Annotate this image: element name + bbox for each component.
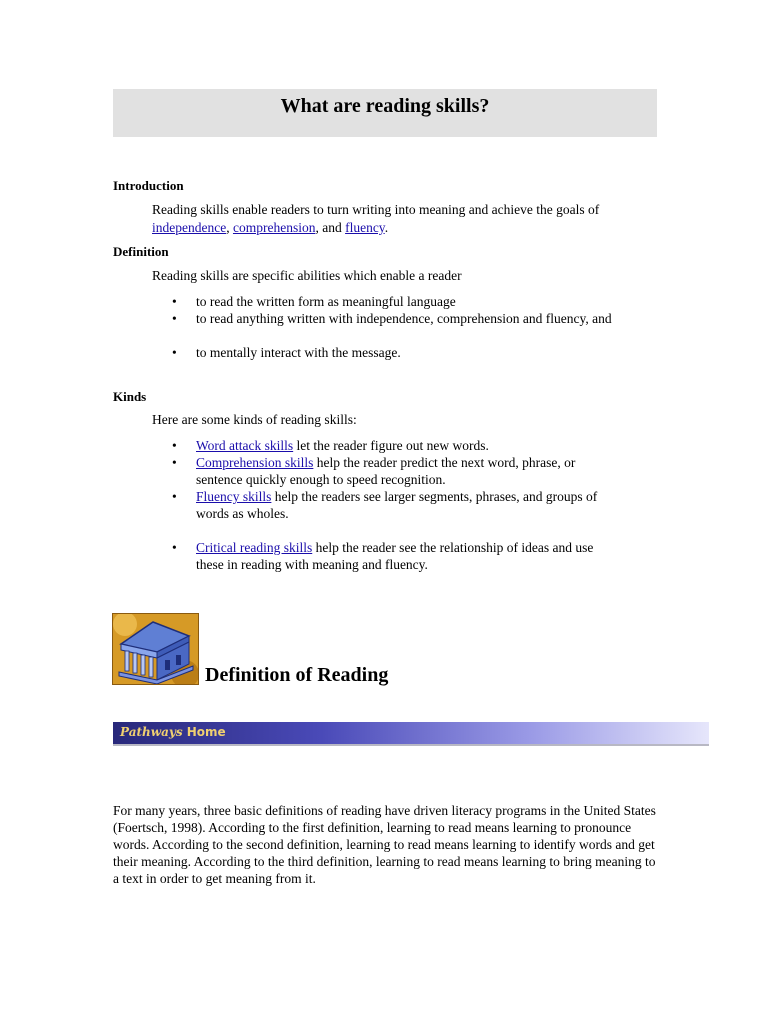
list-item (152, 310, 622, 327)
critical-reading-link[interactable]: Critical reading skills (196, 540, 313, 555)
reading-paragraph: For many years, three basic definitions of reading have driven literacy programs in the United States (Foertsch, 1998). According to the first definition, learning to read means learning to pronounce words. According to the second definition, learning to read means learning to identify words and get their meaning. According to the third definition, learning to read means learning to bring meaning to a text in order to get meaning from it. (113, 803, 656, 886)
period: . (384, 220, 389, 235)
comprehension-skills-link[interactable]: Comprehension skills (196, 455, 314, 470)
kinds-heading: Kinds (113, 389, 147, 404)
building-icon (112, 613, 199, 685)
kind-text: help the readers see larger segments, phrases, and groups of words as wholes. (196, 489, 598, 521)
kind-text: help the reader predict the next word, phrase, or sentence quickly enough to speed recognition. (196, 455, 576, 487)
comprehension-link[interactable]: comprehension (232, 220, 316, 235)
building-illustration (113, 614, 198, 684)
bullet-icon: • (172, 455, 177, 470)
bullet-icon: • (172, 438, 177, 453)
introduction-heading: Introduction (113, 178, 184, 193)
definition-heading: Definition (113, 244, 169, 259)
kind-text: help the reader see the relationship of ideas and use these in reading with meaning and fluency. (196, 540, 594, 572)
list-item (152, 437, 622, 454)
definition-list (152, 293, 622, 361)
bullet-icon: • (172, 489, 177, 504)
kind-text: let the reader figure out new words. (293, 438, 489, 453)
list-item (152, 293, 622, 310)
introduction-text (152, 201, 662, 237)
section-title: Definition of Reading (205, 664, 389, 686)
definition-lead: Reading skills are specific abilities which enable a reader (152, 268, 462, 283)
kinds-list (152, 437, 622, 573)
kinds-lead: Here are some kinds of reading skills: (152, 412, 357, 427)
home-label: Home (186, 725, 226, 739)
separator: , (226, 220, 233, 235)
bullet-icon: • (172, 540, 177, 555)
independence-link[interactable]: independence (152, 220, 227, 235)
separator: , and (315, 220, 346, 235)
fluency-skills-link[interactable]: Fluency skills (196, 489, 272, 504)
introduction-lead: Reading skills enable readers to turn writing into meaning and achieve the goals of (152, 202, 600, 217)
page-title: What are reading skills? (280, 95, 490, 117)
pathways-banner (113, 722, 709, 746)
title-box (113, 89, 657, 137)
list-item (152, 344, 622, 361)
bullet-icon: • (172, 311, 177, 326)
fluency-link[interactable]: fluency (345, 220, 385, 235)
bullet-icon: • (172, 294, 177, 309)
pathways-label: Pathways (120, 725, 183, 739)
bullet-icon: • (172, 345, 177, 360)
definition-bullet-1: to read the written form as meaningful language (196, 294, 456, 309)
word-attack-link[interactable]: Word attack skills (196, 438, 294, 453)
list-item (152, 454, 622, 488)
definition-bullet-2: to read anything written with independence, comprehension and fluency, and (196, 311, 612, 326)
list-item (152, 488, 622, 522)
list-item (152, 539, 622, 573)
definition-bullet-3: to mentally interact with the message. (196, 345, 401, 360)
pathways-home-link[interactable] (120, 725, 226, 740)
